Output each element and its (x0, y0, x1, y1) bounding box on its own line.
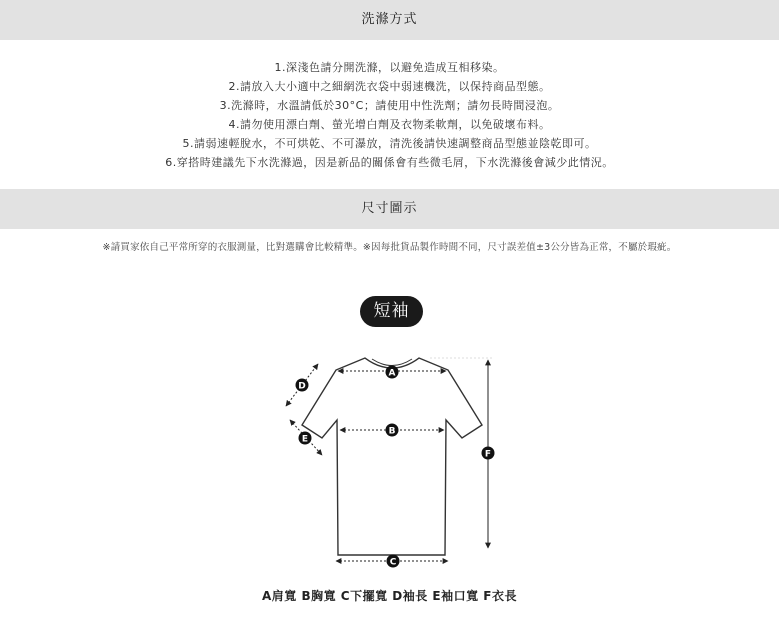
wash-item: 5.請弱速輕脫水，不可烘乾、不可瀑放，清洗後請快速調整商品型態並陰乾即可。 (182, 137, 597, 150)
svg-text:E: E (301, 434, 309, 445)
garment-type-badge: 短袖 (360, 296, 423, 327)
marker-c (387, 555, 400, 568)
wash-item: 6.穿搭時建議先下水洗滌過，因是新品的關係會有些微毛屑，下水洗滌後會減少此情況。 (165, 156, 614, 169)
wash-item: 2.請放入大小適中之細網洗衣袋中弱速機洗，以保持商品型態。 (228, 80, 551, 93)
svg-text:D: D (298, 381, 306, 392)
wash-title: 洗滌方式 (361, 12, 418, 27)
marker-f (482, 447, 495, 460)
size-title: 尺寸圖示 (361, 201, 418, 216)
svg-text:B: B (388, 426, 396, 437)
marker-e (299, 432, 312, 445)
marker-d (296, 379, 309, 392)
marker-a (386, 366, 399, 379)
size-note: ※請買家依自己平常所穿的衣服測量，比對選購會比較精準。※因每批貨品製作時間不同，尺寸誤差值±3公分皆為正常，不屬於瑕疵。 (102, 242, 677, 253)
wash-item: 4.請勿使用漂白劑、螢光增白劑及衣物柔軟劑，以免破壞布料。 (228, 118, 551, 131)
wash-item: 3.洗滌時，水溫請低於30°C；請使用中性洗劑；請勿長時間浸泡。 (219, 99, 560, 112)
svg-text:F: F (484, 449, 492, 460)
svg-text:A: A (388, 368, 396, 379)
wash-item: 1.深淺色請分開洗滌，以避免造成互相移染。 (274, 61, 505, 74)
size-legend: A肩寬 B胸寬 C下擺寬 D袖長 E袖口寬 F衣長 (262, 589, 517, 603)
tshirt-outline (302, 358, 482, 555)
svg-text:C: C (389, 557, 397, 568)
marker-b (386, 424, 399, 437)
